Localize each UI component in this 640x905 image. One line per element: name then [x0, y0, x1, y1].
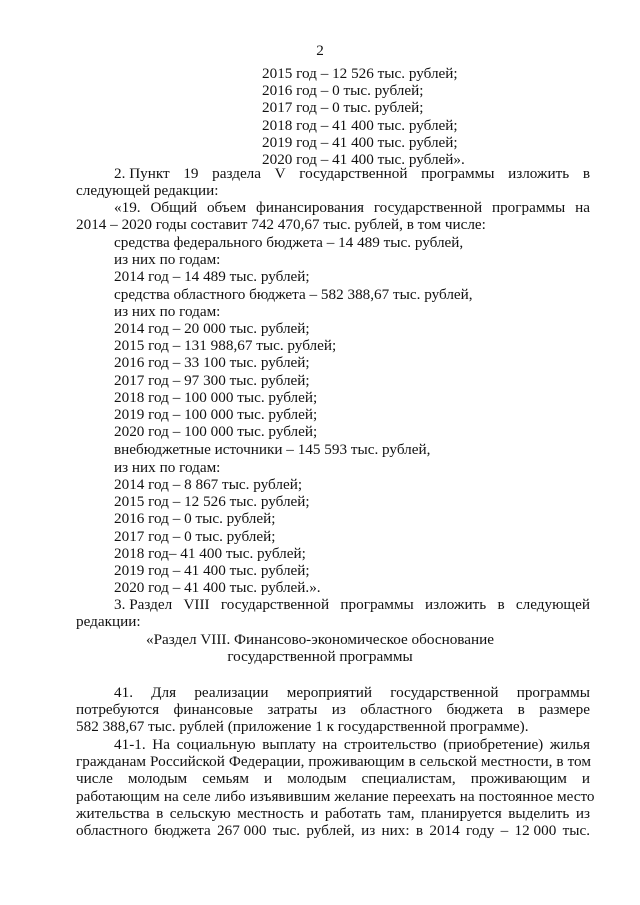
word: изложить — [425, 596, 487, 613]
word: местность — [237, 805, 304, 822]
word: и — [581, 770, 590, 787]
word: размере — [539, 701, 590, 718]
word: в — [408, 753, 416, 770]
word: государственной — [390, 684, 499, 701]
word: постоянное — [478, 788, 553, 805]
word: Российской — [150, 753, 225, 770]
word: из — [331, 701, 346, 718]
word: тыс. — [272, 822, 301, 839]
word: затраты — [267, 701, 318, 718]
year-line: 2020 год – 41 400 тыс. рублей.». — [114, 579, 321, 597]
word: Федерации, — [228, 753, 305, 770]
page-number: 2 — [316, 42, 324, 59]
word: сельскую — [169, 805, 231, 822]
word: гражданам — [76, 753, 147, 770]
word: (приобретение) — [443, 736, 544, 753]
word: переехать — [392, 788, 456, 805]
year-line: 2016 год – 33 100 тыс. рублей; — [114, 354, 310, 372]
year-line: 2015 год – 12 526 тыс. рублей; — [262, 65, 458, 82]
item3-line2: редакции: — [76, 613, 141, 630]
word: 2. Пункт — [114, 165, 170, 182]
item2-line2: следующей редакции: — [76, 182, 219, 199]
word: в — [497, 596, 505, 613]
word: мероприятий — [286, 684, 373, 701]
word: бюджета — [154, 822, 211, 839]
year-line: 2018 год – 41 400 тыс. рублей; — [262, 116, 458, 134]
word: жительства — [76, 805, 150, 822]
federal-year-2014: 2014 год – 14 489 тыс. рублей; — [114, 268, 310, 285]
word: государственной — [299, 165, 408, 182]
word: в — [582, 165, 590, 182]
word: 41-1. — [114, 736, 146, 753]
word: следующей — [515, 596, 590, 613]
word: 41. — [114, 684, 133, 701]
word: 2014 — [429, 822, 460, 839]
word: изъявившим — [249, 788, 331, 805]
word: на — [459, 788, 475, 805]
word: молодым — [127, 770, 188, 787]
word: там, — [387, 805, 415, 822]
word: на — [575, 199, 590, 216]
word: проживающим — [308, 753, 405, 770]
word: сельской — [419, 753, 477, 770]
word: 12 000 — [514, 822, 557, 839]
word: выплату — [262, 736, 316, 753]
year-line: 2017 год – 0 тыс. рублей; — [262, 99, 424, 117]
word: либо — [214, 788, 246, 805]
year-line: 2016 год – 0 тыс. рублей; — [262, 82, 424, 100]
para41-line3: 582 388,67 тыс. рублей (приложение 1 к государственной программе). — [76, 718, 529, 735]
year-line: 2015 год – 131 988,67 тыс. рублей; — [114, 337, 337, 355]
word: – — [500, 822, 509, 839]
word: «19. — [114, 199, 141, 216]
year-line: 2014 год – 20 000 тыс. рублей; — [114, 320, 310, 337]
word: раздела — [212, 165, 262, 182]
word: На — [152, 736, 170, 753]
word: тыс. — [562, 822, 590, 839]
word: рублей, — [306, 822, 355, 839]
word: 19 — [183, 165, 199, 182]
federal-by-years: из них по годам: — [114, 251, 221, 268]
word: работать — [324, 805, 382, 822]
word: строительство — [343, 736, 437, 753]
word: том — [567, 753, 591, 770]
word: на — [322, 736, 338, 753]
word: селе — [182, 788, 211, 805]
word: финансовые — [173, 701, 253, 718]
word: планируется — [420, 805, 502, 822]
word: бюджета — [446, 701, 504, 718]
item19-line2: 2014 – 2020 годы составит 742 470,67 тыс. рублей, в том числе: — [76, 216, 486, 233]
word: местности, — [480, 753, 553, 770]
word: специалистам, — [361, 770, 456, 787]
word: и — [310, 805, 319, 822]
year-line: 2015 год – 12 526 тыс. рублей; — [114, 493, 310, 511]
word: государственной — [220, 596, 330, 613]
word: программы — [421, 165, 495, 182]
word: программы — [340, 596, 414, 613]
year-line: 2017 год – 0 тыс. рублей; — [114, 527, 276, 545]
federal-label: средства федерального бюджета – 14 489 тыс. рублей, — [114, 234, 464, 251]
word: семьям — [202, 770, 249, 787]
word: на — [163, 788, 179, 805]
word: выделить — [508, 805, 570, 822]
year-line: 2014 год – 8 867 тыс. рублей; — [114, 476, 303, 493]
word: место — [556, 788, 595, 805]
year-line: 2020 год – 41 400 тыс. рублей». — [262, 151, 465, 168]
extrabudget-by-years: из них по годам: — [114, 459, 221, 476]
word: реализации — [194, 684, 269, 701]
year-line: 2019 год – 41 400 тыс. рублей; — [262, 133, 458, 151]
year-line: 2018 год – 100 000 тыс. рублей; — [114, 388, 318, 406]
word: в — [156, 805, 164, 822]
word: в — [415, 822, 424, 839]
word: Общий — [150, 199, 198, 216]
word: программы — [516, 684, 590, 701]
word: программы — [491, 199, 566, 216]
word: в — [556, 753, 564, 770]
word: VIII — [183, 596, 210, 613]
word: V — [274, 165, 286, 182]
year-line: 2019 год – 41 400 тыс. рублей; — [114, 562, 310, 579]
word: жилья — [549, 736, 590, 753]
word: и — [264, 770, 273, 787]
word: социальную — [176, 736, 256, 753]
word: работающим — [76, 788, 160, 805]
regional-by-years: из них по годам: — [114, 303, 221, 320]
word: государственной — [373, 199, 483, 216]
extrabudget-label: внебюджетные источники – 145 593 тыс. рублей, — [114, 441, 431, 458]
word: в — [517, 701, 525, 718]
word: объем — [206, 199, 247, 216]
word: изложить — [508, 165, 570, 182]
word: числе — [76, 770, 113, 787]
word: них: — [381, 822, 410, 839]
word: областного — [360, 701, 433, 718]
word: проживающим — [470, 770, 567, 787]
regional-label: средства областного бюджета – 582 388,67 тыс. рублей, — [114, 286, 473, 303]
word: потребуются — [76, 701, 160, 718]
word: из — [361, 822, 376, 839]
year-line: 2017 год – 97 300 тыс. рублей; — [114, 371, 310, 389]
word: Для — [151, 684, 177, 701]
year-line: 2018 год– 41 400 тыс. рублей; — [114, 544, 306, 562]
section-title-line2: государственной программы — [227, 648, 413, 665]
word: областного — [76, 822, 148, 839]
word: желание — [334, 788, 389, 805]
word: 3. Раздел — [114, 596, 173, 613]
year-line: 2016 год – 0 тыс. рублей; — [114, 510, 276, 528]
word: 267 000 — [217, 822, 267, 839]
year-line: 2019 год – 100 000 тыс. рублей; — [114, 406, 318, 423]
section-title-line1: «Раздел VIII. Финансово-экономическое обоснование — [145, 631, 495, 648]
word: молодым — [287, 770, 347, 787]
year-line: 2020 год – 100 000 тыс. рублей; — [114, 423, 318, 441]
word: году — [466, 822, 495, 839]
word: из — [575, 805, 590, 822]
word: финансирования — [255, 199, 364, 216]
